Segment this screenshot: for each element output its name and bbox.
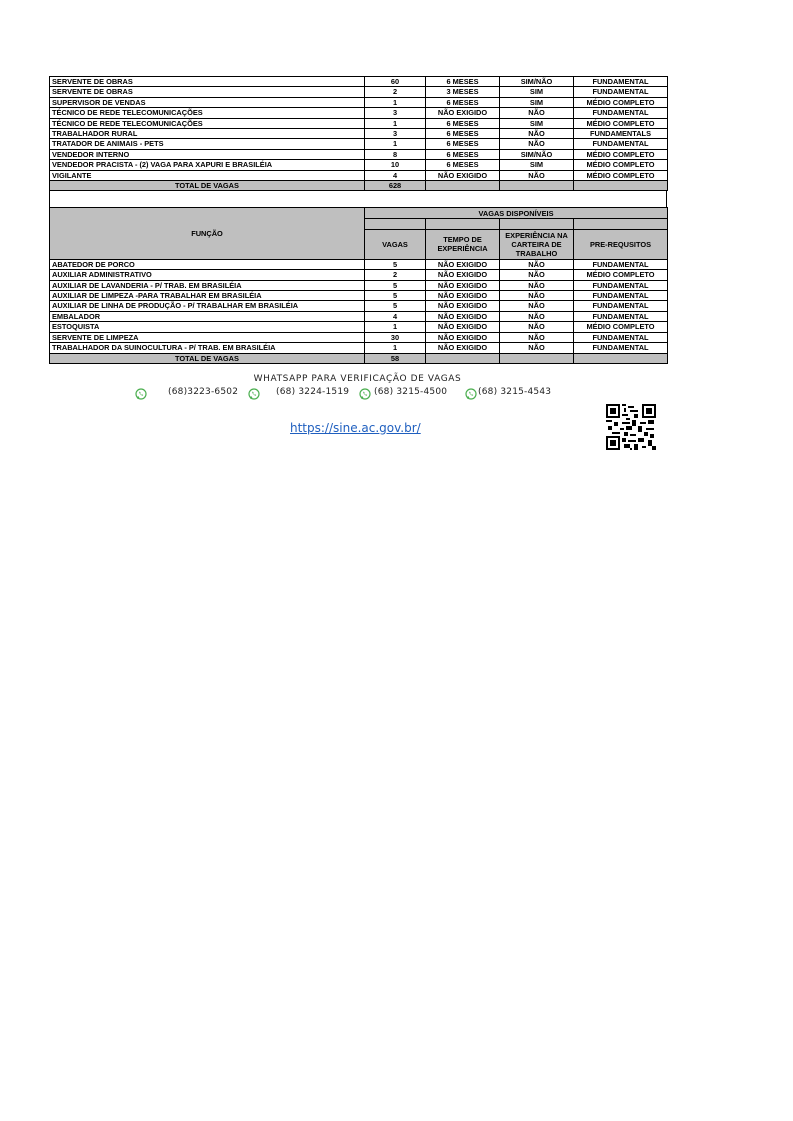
cell-vagas: 30 xyxy=(365,332,426,342)
table-row xyxy=(50,270,668,280)
cell-funcao: EMBALADOR xyxy=(50,311,365,321)
cell-funcao: TÉCNICO DE REDE TELECOMUNICAÇÕES xyxy=(50,118,365,128)
cell-tempo: NÃO EXIGIDO xyxy=(426,170,500,180)
cell-vagas: 4 xyxy=(365,311,426,321)
cell-tempo: NÃO EXIGIDO xyxy=(426,108,500,118)
cell-carteira: SIM xyxy=(500,160,574,170)
cell-carteira: SIM/NÃO xyxy=(500,149,574,159)
phone-2[interactable]: (68) 3224-1519 xyxy=(276,387,350,397)
cell-vagas: 60 xyxy=(365,77,426,87)
table-row xyxy=(50,149,668,159)
cell-requisitos: MÉDIO COMPLETO xyxy=(574,322,668,332)
cell-requisitos: FUNDAMENTAL xyxy=(574,332,668,342)
header-vagas-disponiveis: VAGAS DISPONÍVEIS xyxy=(365,208,668,219)
table-row xyxy=(50,87,668,97)
cell-funcao: VIGILANTE xyxy=(50,170,365,180)
table-row xyxy=(50,259,668,269)
table-row xyxy=(50,343,668,353)
cell-carteira: SIM xyxy=(500,118,574,128)
table-row xyxy=(50,77,668,87)
table-row xyxy=(50,280,668,290)
cell-carteira: NÃO xyxy=(500,301,574,311)
cell-carteira: NÃO xyxy=(500,170,574,180)
cell-funcao: ABATEDOR DE PORCO xyxy=(50,259,365,269)
cell-tempo: 6 MESES xyxy=(426,129,500,139)
cell-tempo: NÃO EXIGIDO xyxy=(426,343,500,353)
table-row xyxy=(50,332,668,342)
cell-requisitos: FUNDAMENTAL xyxy=(574,301,668,311)
phone-4[interactable]: (68) 3215-4543 xyxy=(478,387,552,397)
cell-tempo: NÃO EXIGIDO xyxy=(426,332,500,342)
total-label: TOTAL DE VAGAS xyxy=(50,353,365,363)
cell-vagas: 3 xyxy=(365,108,426,118)
header-vagas: VAGAS xyxy=(365,229,426,259)
cell-funcao: AUXILIAR DE LINHA DE PRODUÇÃO - P/ TRABALHAR EM BRASILÉIA xyxy=(50,301,365,311)
table-row xyxy=(50,97,668,107)
cell-tempo: NÃO EXIGIDO xyxy=(426,270,500,280)
vacancies-table-1 xyxy=(49,76,668,191)
cell-carteira: SIM xyxy=(500,97,574,107)
cell-carteira: NÃO xyxy=(500,129,574,139)
total-label: TOTAL DE VAGAS xyxy=(50,181,365,191)
vacancies-table-2 xyxy=(49,207,668,363)
cell-requisitos: FUNDAMENTAL xyxy=(574,280,668,290)
phone-1[interactable]: (68)3223-6502 xyxy=(168,387,239,397)
total-value: 628 xyxy=(365,181,426,191)
cell-carteira: NÃO xyxy=(500,311,574,321)
cell-funcao: SERVENTE DE OBRAS xyxy=(50,87,365,97)
table-row xyxy=(50,139,668,149)
cell-requisitos: FUNDAMENTAL xyxy=(574,291,668,301)
cell-funcao: SUPERVISOR DE VENDAS xyxy=(50,97,365,107)
header-carteira: EXPERIÊNCIA NA CARTEIRA DE TRABALHO xyxy=(500,229,574,259)
cell-funcao: AUXILIAR DE LAVANDERIA - P/ TRAB. EM BRASILÉIA xyxy=(50,280,365,290)
table-row xyxy=(50,311,668,321)
cell-vagas: 2 xyxy=(365,87,426,97)
cell-tempo: 6 MESES xyxy=(426,149,500,159)
table-row xyxy=(50,108,668,118)
cell-requisitos: FUNDAMENTAL xyxy=(574,108,668,118)
cell-funcao: SERVENTE DE LIMPEZA xyxy=(50,332,365,342)
table-row xyxy=(50,291,668,301)
job-vacancies-sheet xyxy=(49,76,667,364)
cell-funcao: TRATADOR DE ANIMAIS - PETS xyxy=(50,139,365,149)
cell-funcao: VENDEDOR INTERNO xyxy=(50,149,365,159)
cell-tempo: NÃO EXIGIDO xyxy=(426,291,500,301)
cell-tempo: 6 MESES xyxy=(426,118,500,128)
cell-carteira: NÃO xyxy=(500,259,574,269)
cell-tempo: NÃO EXIGIDO xyxy=(426,259,500,269)
cell-vagas: 5 xyxy=(365,291,426,301)
cell-funcao: SERVENTE DE OBRAS xyxy=(50,77,365,87)
cell-vagas: 2 xyxy=(365,270,426,280)
whatsapp-icon xyxy=(359,388,371,400)
cell-requisitos: FUNDAMENTAL xyxy=(574,259,668,269)
cell-requisitos: MÉDIO COMPLETO xyxy=(574,118,668,128)
cell-vagas: 1 xyxy=(365,97,426,107)
qr-code[interactable] xyxy=(606,404,656,450)
cell-carteira: NÃO xyxy=(500,322,574,332)
cell-requisitos: FUNDAMENTAL xyxy=(574,343,668,353)
cell-carteira: NÃO xyxy=(500,343,574,353)
table-row xyxy=(50,129,668,139)
phone-3[interactable]: (68) 3215-4500 xyxy=(374,387,448,397)
cell-tempo: 6 MESES xyxy=(426,77,500,87)
cell-requisitos: FUNDAMENTAL xyxy=(574,139,668,149)
total-row xyxy=(50,181,668,191)
cell-funcao: AUXILIAR ADMINISTRATIVO xyxy=(50,270,365,280)
cell-vagas: 1 xyxy=(365,343,426,353)
whatsapp-icon xyxy=(135,388,147,400)
cell-requisitos: FUNDAMENTAL xyxy=(574,87,668,97)
cell-vagas: 4 xyxy=(365,170,426,180)
header-requisitos: PRE-REQUSITOS xyxy=(574,229,668,259)
cell-requisitos: FUNDAMENTAL xyxy=(574,311,668,321)
cell-vagas: 3 xyxy=(365,129,426,139)
cell-requisitos: MÉDIO COMPLETO xyxy=(574,270,668,280)
cell-tempo: 6 MESES xyxy=(426,139,500,149)
cell-carteira: NÃO xyxy=(500,291,574,301)
sine-link[interactable]: https://sine.ac.gov.br/ xyxy=(290,421,421,435)
cell-funcao: AUXILIAR DE LIMPEZA -PARA TRABALHAR EM BRASILÉIA xyxy=(50,291,365,301)
cell-requisitos: MÉDIO COMPLETO xyxy=(574,160,668,170)
cell-requisitos: MÉDIO COMPLETO xyxy=(574,149,668,159)
cell-vagas: 1 xyxy=(365,322,426,332)
cell-funcao: TRABALHADOR DA SUINOCULTURA - P/ TRAB. EM BRASILÉIA xyxy=(50,343,365,353)
table-row xyxy=(50,322,668,332)
cell-tempo: NÃO EXIGIDO xyxy=(426,280,500,290)
cell-requisitos: MÉDIO COMPLETO xyxy=(574,97,668,107)
cell-carteira: NÃO xyxy=(500,139,574,149)
cell-tempo: NÃO EXIGIDO xyxy=(426,311,500,321)
table-row xyxy=(50,170,668,180)
cell-tempo: 3 MESES xyxy=(426,87,500,97)
cell-vagas: 5 xyxy=(365,280,426,290)
total-row xyxy=(50,353,668,363)
cell-carteira: NÃO xyxy=(500,332,574,342)
total-value: 58 xyxy=(365,353,426,363)
cell-requisitos: MÉDIO COMPLETO xyxy=(574,170,668,180)
cell-tempo: NÃO EXIGIDO xyxy=(426,322,500,332)
whatsapp-icon xyxy=(465,388,477,400)
cell-vagas: 5 xyxy=(365,301,426,311)
table-row xyxy=(50,118,668,128)
cell-funcao: ESTOQUISTA xyxy=(50,322,365,332)
header-tempo: TEMPO DE EXPERIÊNCIA xyxy=(426,229,500,259)
header-funcao: FUNÇÃO xyxy=(50,208,365,259)
cell-funcao: TRABALHADOR RURAL xyxy=(50,129,365,139)
cell-funcao: TÉCNICO DE REDE TELECOMUNICAÇÕES xyxy=(50,108,365,118)
cell-carteira: SIM/NÃO xyxy=(500,77,574,87)
cell-vagas: 8 xyxy=(365,149,426,159)
table-gap xyxy=(49,191,667,207)
cell-tempo: 6 MESES xyxy=(426,160,500,170)
table-row xyxy=(50,301,668,311)
table-row xyxy=(50,160,668,170)
cell-vagas: 5 xyxy=(365,259,426,269)
cell-requisitos: FUNDAMENTALS xyxy=(574,129,668,139)
cell-carteira: SIM xyxy=(500,87,574,97)
whatsapp-icon xyxy=(248,388,260,400)
cell-tempo: NÃO EXIGIDO xyxy=(426,301,500,311)
cell-tempo: 6 MESES xyxy=(426,97,500,107)
cell-carteira: NÃO xyxy=(500,270,574,280)
cell-carteira: NÃO xyxy=(500,108,574,118)
cell-funcao: VENDEDOR PRACISTA - (2) VAGA PARA XAPURI E BRASILÉIA xyxy=(50,160,365,170)
cell-vagas: 1 xyxy=(365,139,426,149)
cell-carteira: NÃO xyxy=(500,280,574,290)
cell-requisitos: FUNDAMENTAL xyxy=(574,77,668,87)
whatsapp-title: WHATSAPP PARA VERIFICAÇÃO DE VAGAS xyxy=(253,374,462,384)
cell-vagas: 1 xyxy=(365,118,426,128)
cell-vagas: 10 xyxy=(365,160,426,170)
